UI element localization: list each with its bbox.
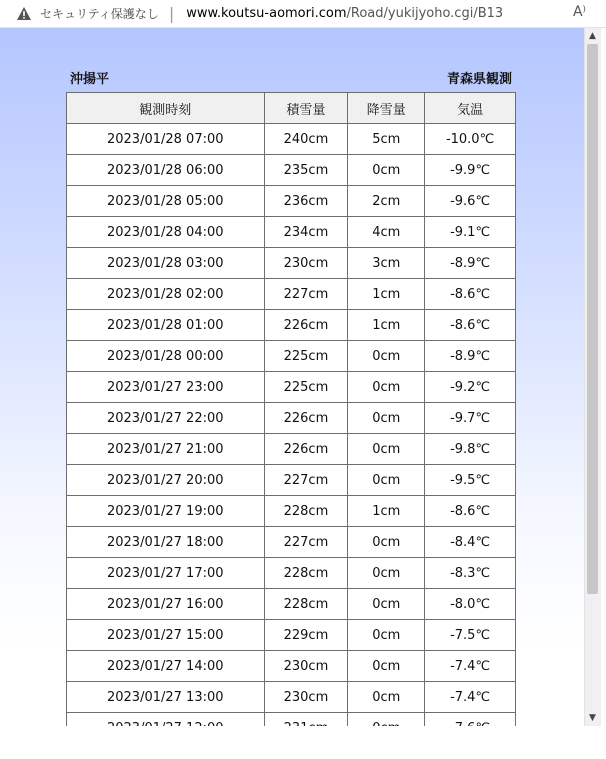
cell-observation-time: 2023/01/28 03:00 bbox=[67, 248, 265, 279]
cell-temperature: -8.9℃ bbox=[425, 248, 516, 279]
warning-icon[interactable] bbox=[16, 6, 32, 22]
bottom-blank-area bbox=[0, 726, 606, 759]
table-row bbox=[67, 651, 516, 682]
cell-observation-time: 2023/01/28 04:00 bbox=[67, 217, 265, 248]
cell-observation-time: 2023/01/28 01:00 bbox=[67, 310, 265, 341]
header-temperature: 気温 bbox=[425, 93, 516, 124]
url-host: www.koutsu-aomori.com bbox=[186, 6, 347, 21]
cell-observation-time: 2023/01/28 05:00 bbox=[67, 186, 265, 217]
cell-snow-depth: 230cm bbox=[264, 248, 348, 279]
cell-observation-time: 2023/01/28 00:00 bbox=[67, 341, 265, 372]
cell-snowfall: 0cm bbox=[348, 558, 425, 589]
header-observation-time: 観測時刻 bbox=[67, 93, 265, 124]
table-row bbox=[67, 186, 516, 217]
cell-snow-depth: 236cm bbox=[264, 186, 348, 217]
cell-temperature: -8.6℃ bbox=[425, 310, 516, 341]
cell-snowfall: 0cm bbox=[348, 682, 425, 713]
page-viewport bbox=[0, 28, 584, 726]
table-row bbox=[67, 434, 516, 465]
station-name: 沖揚平 bbox=[70, 72, 110, 87]
cell-observation-time: 2023/01/27 16:00 bbox=[67, 589, 265, 620]
table-header-row bbox=[67, 93, 516, 124]
cell-snow-depth: 235cm bbox=[264, 155, 348, 186]
cell-observation-time: 2023/01/27 22:00 bbox=[67, 403, 265, 434]
cell-snowfall: 0cm bbox=[348, 434, 425, 465]
cell-observation-time: 2023/01/27 23:00 bbox=[67, 372, 265, 403]
cell-temperature: -9.9℃ bbox=[425, 155, 516, 186]
snow-observation-table bbox=[66, 92, 516, 744]
cell-snowfall: 0cm bbox=[348, 341, 425, 372]
observer-label: 青森県観測 bbox=[446, 72, 512, 87]
cell-temperature: -10.0℃ bbox=[425, 124, 516, 155]
table-row bbox=[67, 527, 516, 558]
cell-snowfall: 2cm bbox=[348, 186, 425, 217]
cell-snowfall: 0cm bbox=[348, 589, 425, 620]
address-bar[interactable] bbox=[0, 0, 606, 28]
table-row bbox=[67, 403, 516, 434]
cell-snowfall: 1cm bbox=[348, 279, 425, 310]
cell-observation-time: 2023/01/27 15:00 bbox=[67, 620, 265, 651]
table-caption bbox=[66, 66, 516, 88]
table-row bbox=[67, 217, 516, 248]
scrollbar-thumb[interactable] bbox=[587, 44, 598, 594]
cell-snow-depth: 234cm bbox=[264, 217, 348, 248]
cell-observation-time: 2023/01/27 17:00 bbox=[67, 558, 265, 589]
cell-snowfall: 0cm bbox=[348, 465, 425, 496]
table-row bbox=[67, 496, 516, 527]
cell-snowfall: 1cm bbox=[348, 310, 425, 341]
header-snow-depth: 積雪量 bbox=[264, 93, 348, 124]
cell-temperature: -7.5℃ bbox=[425, 620, 516, 651]
cell-snow-depth: 230cm bbox=[264, 682, 348, 713]
cell-snowfall: 0cm bbox=[348, 155, 425, 186]
vertical-scrollbar[interactable] bbox=[584, 28, 601, 726]
cell-snow-depth: 226cm bbox=[264, 403, 348, 434]
cell-temperature: -9.2℃ bbox=[425, 372, 516, 403]
cell-snow-depth: 225cm bbox=[264, 341, 348, 372]
cell-snowfall: 0cm bbox=[348, 372, 425, 403]
table-row bbox=[67, 310, 516, 341]
cell-snowfall: 0cm bbox=[348, 651, 425, 682]
table-row bbox=[67, 372, 516, 403]
cell-observation-time: 2023/01/28 06:00 bbox=[67, 155, 265, 186]
cell-temperature: -7.4℃ bbox=[425, 651, 516, 682]
cell-temperature: -8.6℃ bbox=[425, 279, 516, 310]
cell-snowfall: 0cm bbox=[348, 620, 425, 651]
cell-temperature: -9.7℃ bbox=[425, 403, 516, 434]
cell-observation-time: 2023/01/27 13:00 bbox=[67, 682, 265, 713]
cell-temperature: -8.0℃ bbox=[425, 589, 516, 620]
cell-observation-time: 2023/01/27 14:00 bbox=[67, 651, 265, 682]
cell-snow-depth: 229cm bbox=[264, 620, 348, 651]
scroll-up-arrow-icon[interactable]: ▲ bbox=[589, 31, 596, 41]
cell-temperature: -8.9℃ bbox=[425, 341, 516, 372]
address-separator: | bbox=[168, 4, 175, 23]
table-row bbox=[67, 465, 516, 496]
cell-temperature: -9.6℃ bbox=[425, 186, 516, 217]
table-row bbox=[67, 341, 516, 372]
cell-observation-time: 2023/01/27 20:00 bbox=[67, 465, 265, 496]
cell-observation-time: 2023/01/27 19:00 bbox=[67, 496, 265, 527]
cell-snow-depth: 240cm bbox=[264, 124, 348, 155]
table-row bbox=[67, 558, 516, 589]
cell-observation-time: 2023/01/27 21:00 bbox=[67, 434, 265, 465]
cell-snow-depth: 230cm bbox=[264, 651, 348, 682]
cell-temperature: -9.1℃ bbox=[425, 217, 516, 248]
cell-snow-depth: 227cm bbox=[264, 465, 348, 496]
cell-snow-depth: 226cm bbox=[264, 310, 348, 341]
cell-temperature: -8.3℃ bbox=[425, 558, 516, 589]
cell-temperature: -7.4℃ bbox=[425, 682, 516, 713]
cell-observation-time: 2023/01/27 18:00 bbox=[67, 527, 265, 558]
cell-snowfall: 0cm bbox=[348, 527, 425, 558]
cell-temperature: -8.6℃ bbox=[425, 496, 516, 527]
table-row bbox=[67, 248, 516, 279]
table-row bbox=[67, 682, 516, 713]
table-row bbox=[67, 589, 516, 620]
cell-temperature: -9.8℃ bbox=[425, 434, 516, 465]
cell-temperature: -8.4℃ bbox=[425, 527, 516, 558]
cell-snowfall: 3cm bbox=[348, 248, 425, 279]
read-aloud-icon[interactable]: A⁾ bbox=[572, 4, 586, 20]
url-text[interactable] bbox=[186, 6, 503, 21]
cell-snow-depth: 227cm bbox=[264, 527, 348, 558]
table-row bbox=[67, 124, 516, 155]
cell-snow-depth: 228cm bbox=[264, 558, 348, 589]
cell-observation-time: 2023/01/28 07:00 bbox=[67, 124, 265, 155]
table-row bbox=[67, 155, 516, 186]
security-status-label[interactable]: セキュリティ保護なし bbox=[40, 7, 159, 21]
scroll-down-arrow-icon[interactable]: ▼ bbox=[589, 713, 596, 723]
cell-snow-depth: 227cm bbox=[264, 279, 348, 310]
table-row bbox=[67, 620, 516, 651]
header-snowfall: 降雪量 bbox=[348, 93, 425, 124]
cell-snow-depth: 226cm bbox=[264, 434, 348, 465]
table-row bbox=[67, 279, 516, 310]
cell-snowfall: 0cm bbox=[348, 403, 425, 434]
cell-snowfall: 5cm bbox=[348, 124, 425, 155]
cell-snowfall: 4cm bbox=[348, 217, 425, 248]
cell-snow-depth: 228cm bbox=[264, 496, 348, 527]
url-path: /Road/yukijyoho.cgi/B13 bbox=[346, 6, 504, 21]
cell-temperature: -9.5℃ bbox=[425, 465, 516, 496]
cell-snow-depth: 225cm bbox=[264, 372, 348, 403]
cell-snow-depth: 228cm bbox=[264, 589, 348, 620]
cell-snowfall: 1cm bbox=[348, 496, 425, 527]
cell-observation-time: 2023/01/28 02:00 bbox=[67, 279, 265, 310]
